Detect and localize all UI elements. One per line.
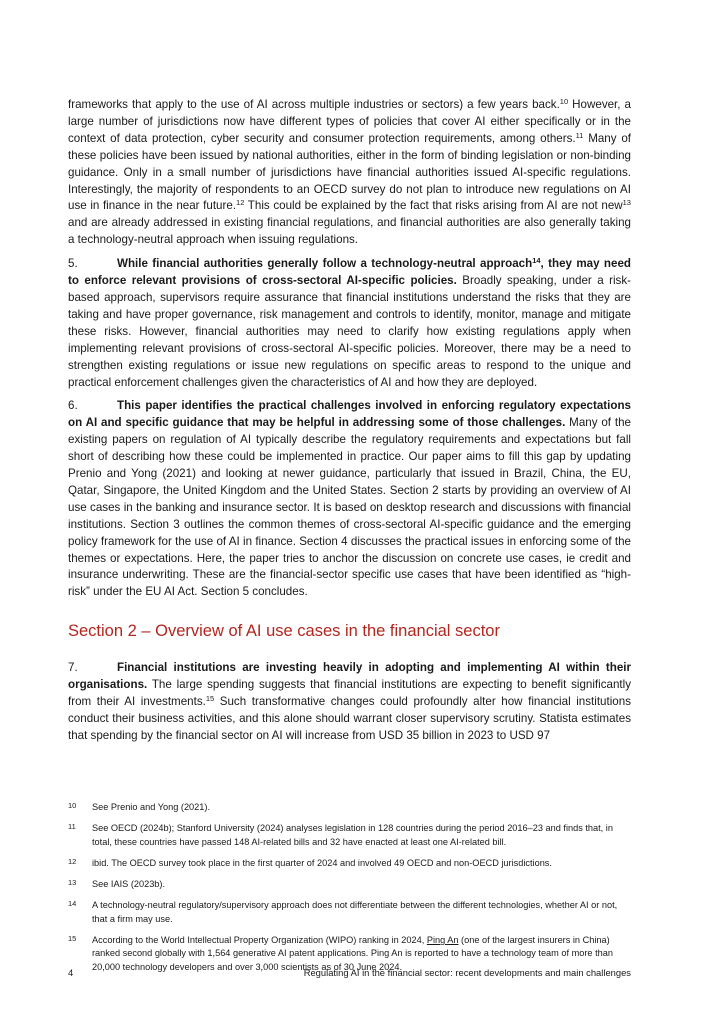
paragraph-lead: This paper identifies the practical challenges involved in enforcing regulatory expectations on AI and specific guidance that may be helpful in addressing some of those challenges. xyxy=(68,399,631,430)
paragraph-5 xyxy=(68,256,631,391)
paragraph-number: 7. xyxy=(68,661,78,674)
paragraph-lead: While financial authorities generally follow a technology-neutral approach xyxy=(117,257,533,271)
footnote-ref[interactable]: 12 xyxy=(236,198,245,208)
section-heading: Section 2 – Overview of AI use cases in the financial sector xyxy=(68,622,500,640)
text-run: Many of the existing papers on regulation of AI typically describe the regulatory requirements and expectations but fall short of describing how these could be implemented in practice. Our paper aims to fill this gap by updating Prenio and Yong (2021) and looking at newer guidance, particularly that issued in Brazil, China, the EU, Qatar, Singapore, the United Kingdom and the United States. Section 2 starts by providing an overview of AI use cases in the banking and insurance sector. It is based on desktop research and discussions with financial institutions. Section 3 outlines the common themes of cross-sectoral AI-specific guidance and the emerging policy framework for the use of AI in finance. Section 4 discusses the practical issues in enforcing some of the themes or expectations. Here, the paper tries to anchor the discussion on concrete use cases, ie credit and insurance underwriting. These are the financial-sector specific use cases that have been identified as “high-risk” under the EU AI Act. Section 5 concludes. xyxy=(68,416,631,599)
footnote-ref[interactable]: 10 xyxy=(559,97,569,106)
footnote-10 xyxy=(68,801,631,814)
footnote-text: See Prenio and Yong (2021). xyxy=(92,802,211,812)
text-run: Many of these policies have been issued by national authorities, either in the form of binding legislation or non-binding guidance. Only in a small number of jurisdictions have financial authorities issued AI-specific regulations. Interestingly, the majority of respondents to an OECD survey do not plan to introduce new regulations on AI use in finance in the near future. xyxy=(68,131,631,213)
footnote-text: See OECD (2024b); Stanford University (2024) analyses legislation in 128 countries during the period 2016–23 and finds that, in total, these countries have passed 148 AI-related bills and 32 have enacted at least one AI-related bill. xyxy=(92,823,613,847)
footnote-number: 13 xyxy=(68,878,77,888)
paragraph-number: 6. xyxy=(68,399,78,413)
running-title: Regulating AI in the financial sector: recent developments and main challenges xyxy=(303,967,631,978)
paragraph-lead: Financial institutions are investing heavily in adopting and implementing AI within their organisations. xyxy=(68,661,631,691)
text-run: The large spending suggests that financial institutions are expecting to benefit significantly from their AI investments. xyxy=(68,677,631,708)
text-run: However, a large number of jurisdictions now have different types of policies that cover AI either specifically or in the context of data protection, cyber security and consumer protection requirements, among others. xyxy=(68,98,631,145)
footnote-text: See IAIS (2023b). xyxy=(92,879,166,890)
text-run: According to the World Intellectual Property Organization (WIPO) ranking in 2024, xyxy=(92,935,427,946)
footnote-ref[interactable]: 15 xyxy=(205,693,215,703)
footnotes xyxy=(68,801,631,982)
text-run: and are already addressed in existing financial regulations, and financial authorities are also generally taking a technology-neutral approach when issuing regulations. xyxy=(68,216,631,247)
text-run: Such transformative changes could profoundly alter how financial institutions conduct their business activities, and this alone should warrant closer supervisory scrutiny. Statista estimates that spending by the financial sector on AI will increase from USD 35 billion in 2023 to USD 97 xyxy=(68,694,631,742)
footnote-12 xyxy=(68,857,631,870)
paragraph-number: 5. xyxy=(68,257,78,271)
footnote-number: 10 xyxy=(68,801,77,810)
paragraph-6 xyxy=(68,398,631,601)
footnote-text: A technology-neutral regulatory/supervisory approach does not differentiate between the different technologies, whether AI or not, that a firm may use. xyxy=(92,900,618,924)
footnote-11 xyxy=(68,822,631,849)
footnote-13 xyxy=(68,878,631,891)
footnote-number: 11 xyxy=(68,822,76,832)
text-run: frameworks that apply to the use of AI across multiple industries or sectors) a few years back. xyxy=(68,98,560,111)
page-number: 4 xyxy=(68,967,74,978)
page-footer xyxy=(68,967,631,978)
footnote-ref[interactable]: 13 xyxy=(622,198,631,208)
footnote-14 xyxy=(68,899,631,926)
text-run: This could be explained by the fact that risks arising from AI are not new xyxy=(244,199,623,213)
footnote-ref[interactable]: 11 xyxy=(575,130,584,140)
paragraph-4-continued xyxy=(68,97,631,249)
footnote-ref[interactable]: 14 xyxy=(532,256,541,266)
body-text-top xyxy=(68,97,631,608)
footnote-number: 12 xyxy=(68,856,77,866)
text-run: (one of the largest insurers in China) ranked second globally with 1,564 generative AI patent applications. Ping An is reported to have a technology team of more than 20,000 technology developers and over 3,000 scientists as of 30 June 2024. xyxy=(92,935,613,972)
footnote-number: 14 xyxy=(68,899,77,909)
ping-an-link[interactable]: Ping An xyxy=(426,935,459,946)
footnote-text: ibid. The OECD survey took place in the first quarter of 2024 and involved 49 OECD and non-OECD jurisdictions. xyxy=(92,857,552,868)
body-text-bottom xyxy=(68,660,631,752)
paragraph-lead: , they may need to enforce relevant provisions of cross-sectoral AI-specific policies. xyxy=(68,257,631,288)
text-run: Broadly speaking, under a risk-based approach, supervisors require assurance that financial institutions understand the risks that they are taking and have proper governance, risk management and controls to identify, monitor, manage and mitigate these risks. However, financial authorities may need to clarify how existing regulations apply when implementing relevant provisions of cross-sectoral AI-specific policies. Moreover, there may be a need to strengthen existing regulations or issue new regulations on specific areas to respond to the unique and practical enforcement challenges given the characteristics of AI and how they are deployed. xyxy=(68,274,632,389)
paragraph-7 xyxy=(68,660,631,745)
footnote-number: 15 xyxy=(68,934,77,944)
